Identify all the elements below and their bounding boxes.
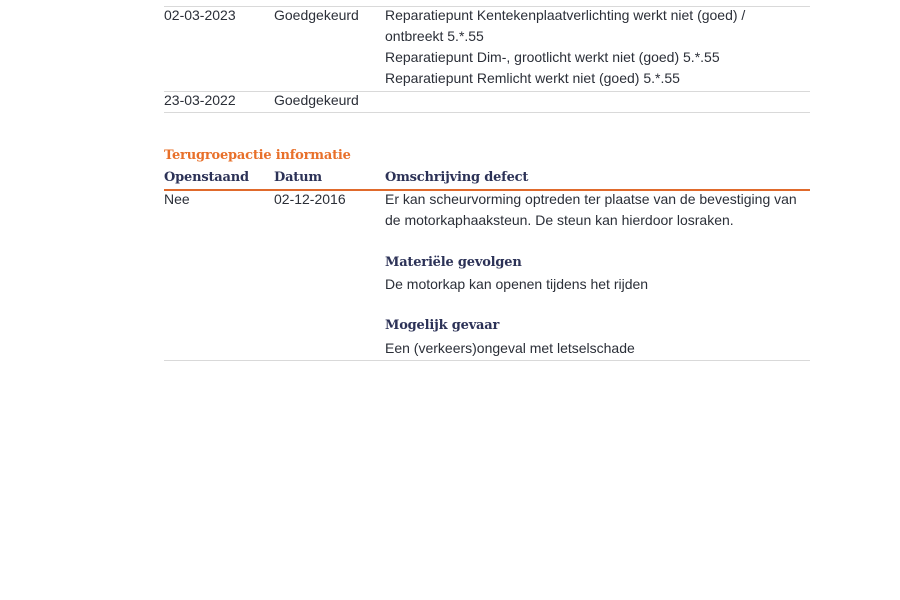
possible-danger-text: Een (verkeers)ongeval met letselschade [385,340,635,356]
inspection-remark: ontbreekt 5.*.55 [385,28,484,44]
recall-description-line: Er kan scheurvorming optreden ter plaatse van de bevestiging van [385,191,797,207]
table-row-divider [164,91,810,92]
table-row-divider [164,360,810,361]
inspection-remark: Reparatiepunt Dim-, grootlicht werkt niet (goed) 5.*.55 [385,49,720,65]
possible-danger-label: Mogelijk gevaar [385,318,500,333]
recall-open-value: Nee [164,191,190,207]
material-consequences-label: Materiële gevolgen [385,255,522,270]
inspection-date: 02-03-2023 [164,7,236,23]
inspection-status: Goedgekeurd [274,7,359,23]
inspection-status: Goedgekeurd [274,92,359,108]
column-header-description: Omschrijving defect [385,170,529,185]
recall-description-line: de motorkaphaaksteun. De steun kan hierdoor losraken. [385,212,734,228]
inspection-date: 23-03-2022 [164,92,236,108]
column-header-open: Openstaand [164,170,249,185]
inspection-remark: Reparatiepunt Kentekenplaatverlichting werkt niet (goed) / [385,7,746,23]
table-row-divider [164,112,810,113]
recall-date-value: 02-12-2016 [274,191,346,207]
material-consequences-text: De motorkap kan openen tijdens het rijden [385,276,649,292]
inspection-remark: Reparatiepunt Remlicht werkt niet (goed) 5.*.55 [385,70,680,86]
recall-section-title: Terugroepactie informatie [164,148,351,163]
column-header-date: Datum [274,170,322,185]
